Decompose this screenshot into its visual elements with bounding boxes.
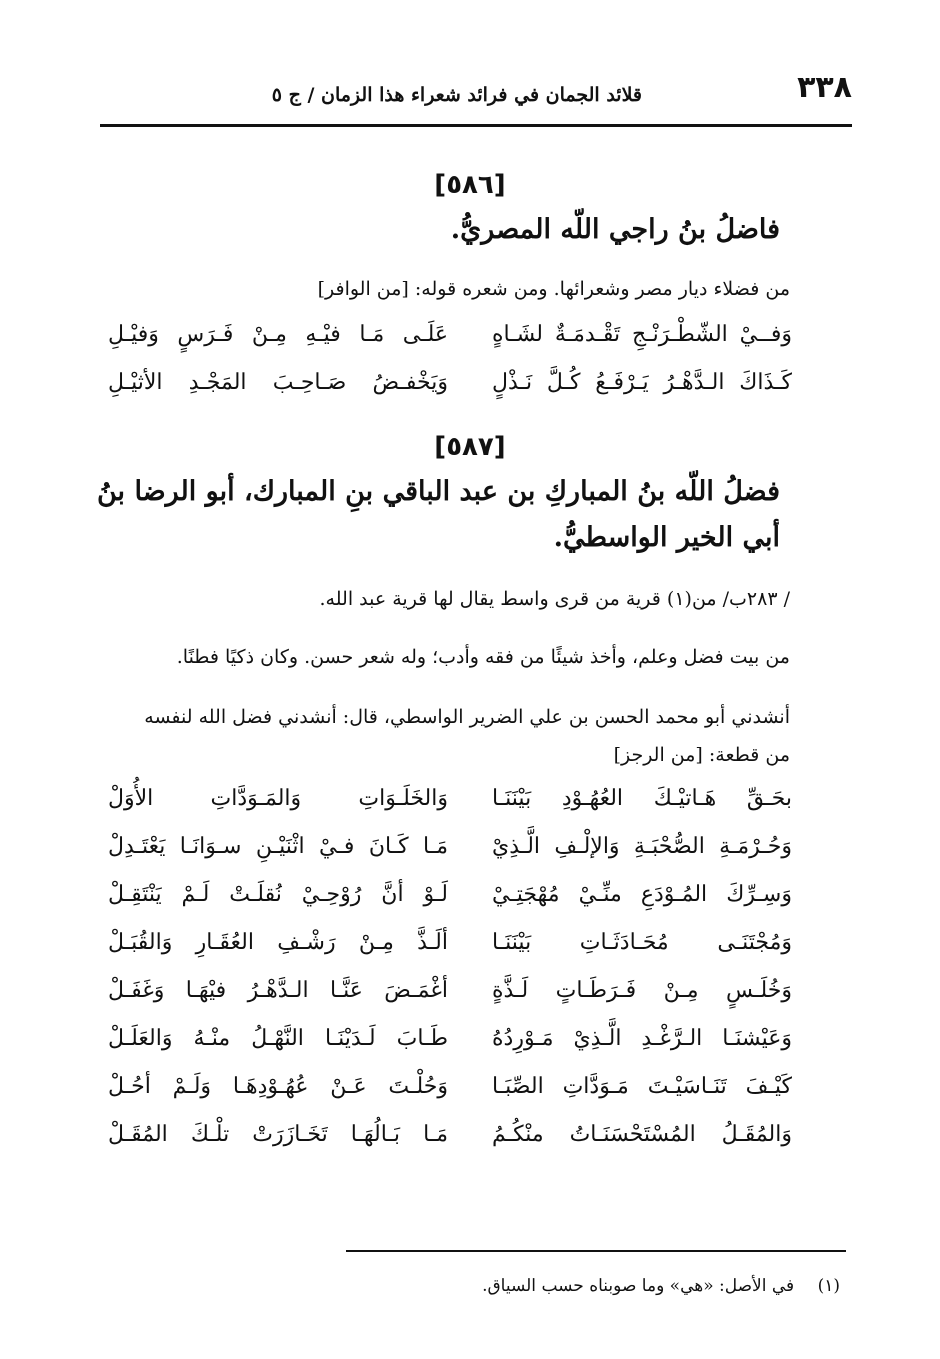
- verse-second-hemistich: لَـوْ أنَّ رُوْحِـيْ نُقلَـتْ لَـمْ يَنْتَقِـلْ: [108, 882, 448, 907]
- page-number: ٣٣٨: [797, 70, 852, 105]
- verse-line: [108, 370, 852, 418]
- verse-first-hemistich: وَالمُقَـلُ المُسْتَحْسَنَـاتُ منْكُـمُ: [492, 1122, 792, 1147]
- footnote-mark: (١): [817, 1276, 840, 1296]
- entry-587-number: [٥٨٧]: [434, 432, 506, 462]
- entry-586-verses: [108, 322, 852, 418]
- running-title: قلائد الجمان في فرائد شعراء هذا الزمان / ج ٥: [271, 84, 642, 106]
- verse-first-hemistich: بحَـقِّ هَـاتيْـكَ العُهُـوْدِ بَيْنَنَـا: [492, 786, 792, 811]
- verse-second-hemistich: عَلَـى مَـا فيْـهِ مِـنْ فَـرَسٍ وَفيْـلِ: [108, 322, 448, 347]
- entry-586-title: فاضلُ بنُ راجي اللّه المصريُّ.: [450, 214, 780, 245]
- verse-first-hemistich: وَمُجْتَنَـى مُحَـادَثَـاتِ بَيْنَنَـا: [492, 930, 792, 955]
- footnote-text: في الأصل: «هي» وما صوبناه حسب السياق.: [482, 1276, 795, 1296]
- verse-second-hemistich: مَـا كَـانَ فـيْ اثْنَيْـنِ سـوَانَـا يَعْتَـدِلْ: [108, 834, 448, 859]
- entry-587-origin: / ٢٨٣ب/ من(١) قرية من قرى واسط يقال لها قرية عبد الله.: [319, 588, 790, 610]
- verse-second-hemistich: وَحُلْـتَ عَـنْ عُهُـوْدِهَـا وَلَـمْ أحُـلْ: [108, 1074, 448, 1099]
- entry-586-intro: من فضلاء ديار مصر وشعرائها. ومن شعره قوله: [من الوافر]: [317, 278, 790, 300]
- verse-second-hemistich: مَـا بَـالُهَـا تَخَـازَرَتْ تلْـكَ المُقَـلْ: [108, 1122, 448, 1147]
- verse-first-hemistich: وَفــيْ الشّطْـرَنْـجِ تَقْـدمَـةٌ لشَـاهٍ: [492, 322, 792, 347]
- verse-second-hemistich: وَالخَلَـوَاتِ وَالمَـوَدَّاتِ الأُوَلْ: [108, 786, 448, 811]
- verse-first-hemistich: كَـذَاكَ الـدَّهْـرُ يَـرْفَـعُ كُـلَّ نَـذْلٍ: [492, 370, 792, 395]
- entry-587-biography: من بيت فضل وعلم، وأخذ شيئًا من فقه وأدب؛ وله شعر حسن. وكان ذكيًا فطنًا.: [176, 646, 790, 668]
- header-rule: [100, 124, 852, 127]
- entry-586-number: [٥٨٦]: [434, 170, 506, 200]
- verse-first-hemistich: وَعَيْشنَـا الـرَّغْـدِ الَّـذِيْ مَـوْرِدُهُ: [492, 1026, 792, 1051]
- verse-line: [108, 834, 852, 882]
- entry-587-verses: [108, 786, 852, 1170]
- verse-line: [108, 930, 852, 978]
- entry-587-narration-line2: من قطعة: [من الرجز]: [613, 744, 790, 766]
- verse-first-hemistich: وَحُـرْمَـةِ الصُّحْبَـةِ وَالإلْـفِ الَّـذِيْ: [492, 834, 792, 859]
- verse-line: [108, 978, 852, 1026]
- verse-line: [108, 786, 852, 834]
- verse-first-hemistich: وَسِـرِّكَ المُـوْدَعِ منِّـيْ مُهْجَتِـيْ: [492, 882, 792, 907]
- footnote: [482, 1276, 840, 1296]
- entry-587-title-line2: أبي الخير الواسطيُّ.: [553, 522, 780, 553]
- verse-second-hemistich: طَـابَ لَـدَيْنَـا النَّهْـلُ منْـهُ وَالعَلَـلْ: [108, 1026, 448, 1051]
- entry-587-title-line1: فضلُ اللّه بنُ المباركِ بن عبد الباقي بنِ المبارك، أبو الرضا بنُ: [97, 476, 780, 507]
- footnote-rule: [346, 1250, 846, 1252]
- verse-line: [108, 1122, 852, 1170]
- entry-587-narration-line1: أنشدني أبو محمد الحسن بن علي الضرير الواسطي، قال: أنشدني فضل الله لنفسه: [144, 706, 790, 728]
- verse-second-hemistich: أغْمَـضَ عَنَّـا الـدَّهْـرُ فيْهَـا وَغَفَـلْ: [108, 978, 448, 1003]
- verse-second-hemistich: وَيَخْفـضُ صَـاحِـبَ المَجْـدِ الأثيْـلِ: [108, 370, 448, 395]
- verse-first-hemistich: وَخُلَـسٍ مِـنْ فَـرَطَـاتٍ لَـذَّةٍ: [492, 978, 792, 1003]
- verse-line: [108, 1026, 852, 1074]
- verse-second-hemistich: ألَـذَّ مِـنْ رَشْـفِ العُقَـارِ وَالقُبَـلْ: [108, 930, 448, 955]
- verse-line: [108, 1074, 852, 1122]
- verse-first-hemistich: كَيْـفَ تَنَـاسَيْـتَ مَـوَدَّاتِ الصِّبَـا: [492, 1074, 792, 1099]
- page-header: [100, 70, 852, 118]
- verse-line: [108, 322, 852, 370]
- verse-line: [108, 882, 852, 930]
